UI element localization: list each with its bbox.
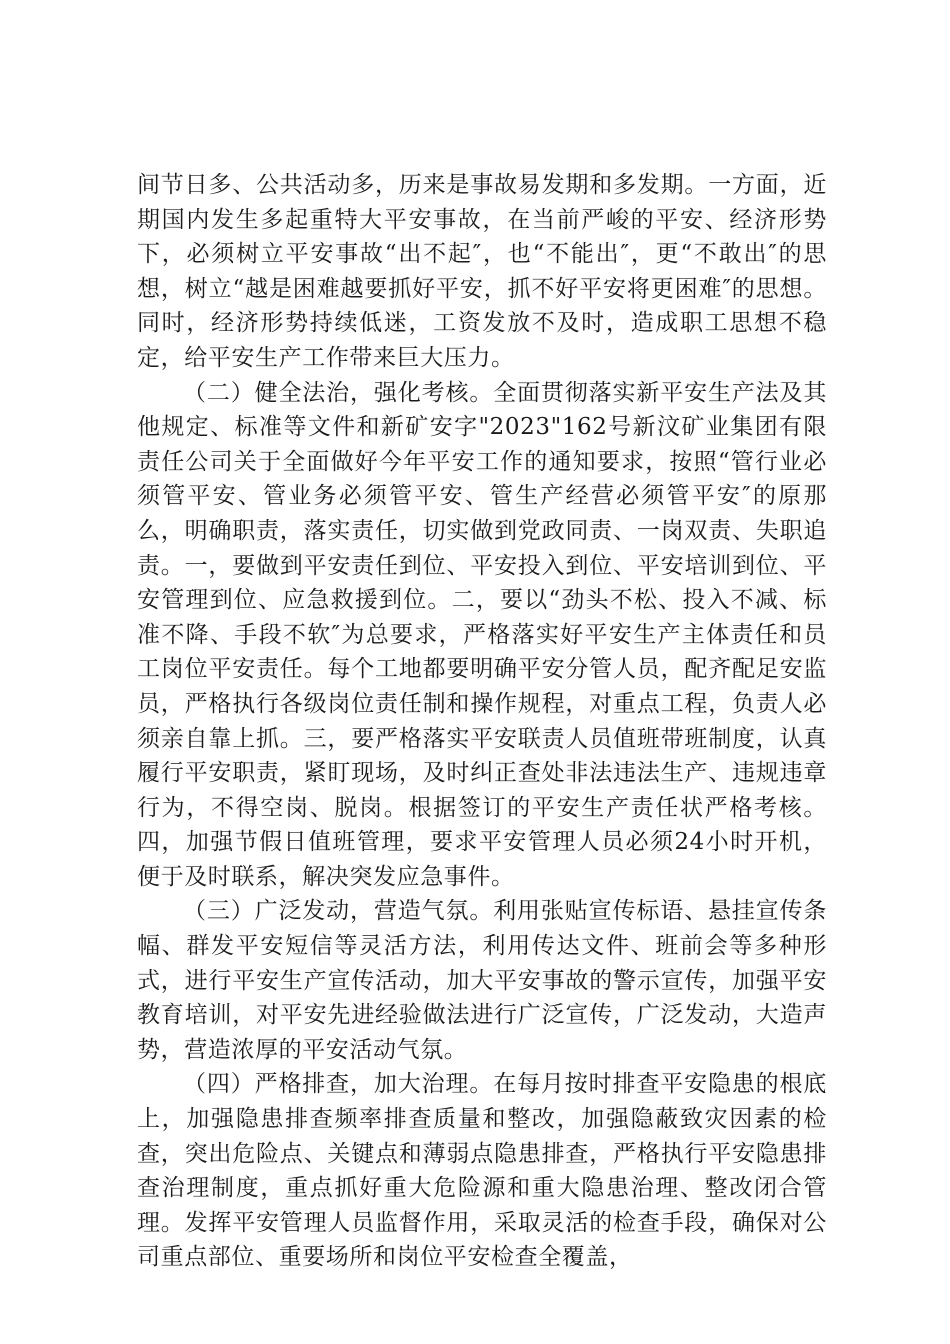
paragraph-section-4: （四）严格排查，加大治理。在每月按时排查平安隐患的根底上，加强隐患排查频率排查质量和整改，加强隐蔽致灾因素的检查，突出危险点、关键点和薄弱点隐患排查，严格执行平安隐患排查治理制度，重点抓好重大危险源和重大隐患治理、整改闭合管理。发挥平安管理人员监督作用，采取灵活的检查手段，确保对公司重点部位、重要场所和岗位平安检查全覆盖， [137,1071,827,1271]
document-body [137,168,827,1275]
paragraph-section-3: （三）广泛发动，营造气氛。利用张贴宣传标语、悬挂宣传条幅、群发平安短信等灵活方法，利用传达文件、班前会等多种形式，进行平安生产宣传活动，加大平安事故的警示宣传，加强平安教育培训，对平安先进经验做法进行广泛宣传，广泛发动，大造声势，营造浓厚的平安活动气氛。 [137,898,827,1063]
paragraph-continuation: 间节日多、公共活动多，历来是事故易发期和多发期。一方面，近期国内发生多起重特大平安事故，在当前严峻的平安、经济形势下，必须树立平安事故“出不起″，也“不能出″，更“不敢出″的思想，树立“越是困难越要抓好平安，抓不好平安将更困难″的思想。同时，经济形势持续低迷，工资发放不及时，造成职工思想不稳定，给平安生产工作带来巨大压力。 [137,172,827,371]
paragraph-section-2: （二）健全法治，强化考核。全面贯彻落实新平安生产法及其他规定、标准等文件和新矿安字"2023"162号新汶矿业集团有限责任公司关于全面做好今年平安工作的通知要求，按照“管行业必须管平安、管业务必须管平安、管生产经营必须管平安″的原那么，明确职责，落实责任，切实做到党政同责、一岗双责、失职追责。一，要做到平安责任到位、平安投入到位、平安培训到位、平安管理到位、应急救援到位。二，要以“劲头不松、投入不减、标准不降、手段不软″为总要求，严格落实好平安生产主体责任和员工岗位平安责任。每个工地都要明确平安分管人员，配齐配足安监员，严格执行各级岗位责任制和操作规程，对重点工程，负责人必须亲自靠上抓。三，要严格落实平安联责人员值班带班制度，认真履行平安职责，紧盯现场，及时纠正查处非法违法生产、违规违章行为，不得空岗、脱岗。根据签订的平安生产责任状严格考核。四，加强节假日值班管理，要求平安管理人员必须24小时开机，便于及时联系，解决突发应急事件。 [137,379,827,890]
